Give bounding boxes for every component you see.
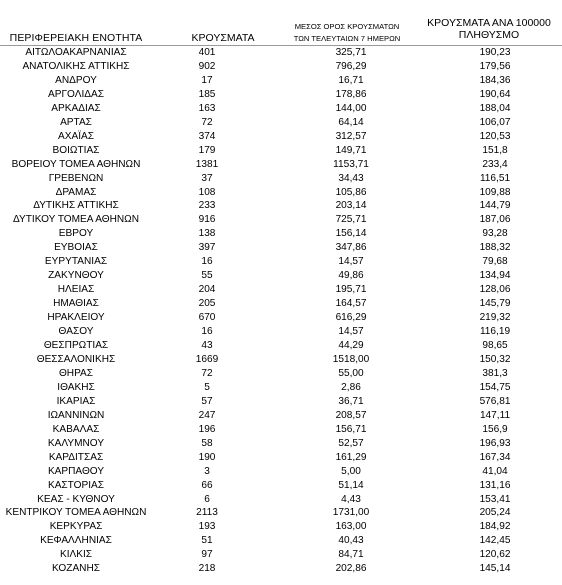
cell-7day-average: 164,57 (335, 298, 367, 310)
cell-cases-per-100k: 128,06 (479, 284, 511, 296)
cell-regional-unit: ΑΙΤΩΛΟΑΚΑΡΝΑΝΙΑΣ (25, 47, 127, 58)
cell-regional-unit: ΙΚΑΡΙΑΣ (56, 395, 96, 407)
cell-regional-unit: ΙΩΑΝΝΙΝΩΝ (47, 409, 105, 421)
table-row (0, 381, 562, 395)
cell-7day-average: 208,57 (335, 409, 367, 421)
cell-cases: 72 (201, 367, 213, 379)
table-row (0, 60, 562, 74)
cell-regional-unit: ΑΝΔΡΟΥ (55, 74, 97, 86)
cell-regional-unit: ΑΡΚΑΔΙΑΣ (51, 102, 101, 114)
table-row (0, 339, 562, 353)
cell-cases-per-100k: 145,14 (479, 563, 511, 575)
cell-7day-average: 195,71 (335, 284, 367, 296)
cell-cases-per-100k: 576,81 (479, 395, 511, 407)
table-row (0, 395, 562, 409)
cell-cases-per-100k: 167,34 (479, 451, 511, 463)
table-row (0, 102, 562, 116)
cell-cases: 185 (198, 88, 216, 100)
column-header-regional-unit: ΠΕΡΙΦΕΡΕΙΑΚΗ ΕΝΟΤΗΤΑ (9, 32, 143, 44)
cell-regional-unit: ΘΕΣΠΡΩΤΙΑΣ (43, 340, 109, 352)
cell-cases-per-100k: 156,9 (482, 423, 508, 435)
cell-cases-per-100k: 179,56 (479, 60, 511, 72)
table-row (0, 130, 562, 144)
cell-regional-unit: ΔΡΑΜΑΣ (55, 186, 97, 198)
cell-cases: 401 (198, 47, 216, 58)
cell-cases-per-100k: 151,8 (482, 144, 508, 156)
cell-7day-average: 163,00 (335, 521, 367, 533)
table-row (0, 562, 562, 576)
cell-cases-per-100k: 154,75 (479, 381, 511, 393)
table-row (0, 186, 562, 200)
table-row (0, 172, 562, 186)
table-row (0, 269, 562, 283)
cell-7day-average: 2,86 (341, 381, 361, 393)
cell-cases-per-100k: 109,88 (479, 186, 511, 198)
cell-cases-per-100k: 381,3 (482, 367, 508, 379)
cell-regional-unit: ΚΑΡΔΙΤΣΑΣ (48, 451, 104, 463)
cell-cases-per-100k: 190,23 (479, 47, 511, 58)
cell-7day-average: 14,57 (338, 326, 364, 338)
cell-cases-per-100k: 134,94 (479, 270, 511, 282)
cell-regional-unit: ΚΕΡΚΥΡΑΣ (49, 521, 103, 533)
cell-cases-per-100k: 131,16 (479, 479, 511, 491)
cell-cases: 670 (198, 312, 216, 324)
cell-cases: 43 (201, 340, 213, 352)
cell-regional-unit: ΑΧΑΪΑΣ (58, 130, 94, 142)
cell-cases: 247 (198, 409, 216, 421)
cell-cases: 17 (201, 74, 213, 86)
table-row (0, 423, 562, 437)
cell-cases: 66 (201, 479, 213, 491)
cell-cases: 55 (201, 270, 213, 282)
table-row (0, 451, 562, 465)
cell-cases: 58 (201, 437, 213, 449)
cell-cases-per-100k: 116,51 (479, 172, 511, 184)
cell-regional-unit: ΔΥΤΙΚΗΣ ΑΤΤΙΚΗΣ (33, 200, 119, 212)
cell-7day-average: 325,71 (335, 47, 367, 58)
cell-regional-unit: ΕΥΡΥΤΑΝΙΑΣ (44, 256, 108, 268)
table-row (0, 88, 562, 102)
table-row (0, 409, 562, 423)
cell-7day-average: 105,86 (335, 186, 367, 198)
cell-7day-average: 84,71 (338, 549, 364, 561)
cell-cases-per-100k: 142,45 (479, 535, 511, 547)
cell-cases: 397 (198, 242, 216, 254)
table-row (0, 46, 562, 60)
cell-cases-per-100k: 93,28 (482, 228, 508, 240)
cell-regional-unit: ΘΕΣΣΑΛΟΝΙΚΗΣ (36, 353, 116, 365)
cell-cases: 16 (201, 256, 213, 268)
table-row (0, 199, 562, 213)
table-row (0, 74, 562, 88)
cases-table (0, 46, 562, 576)
cell-7day-average: 312,57 (335, 130, 367, 142)
cell-7day-average: 49,86 (338, 270, 364, 282)
cell-cases: 218 (198, 563, 216, 575)
table-row (0, 241, 562, 255)
cell-cases-per-100k: 144,79 (479, 200, 511, 212)
cell-7day-average: 40,43 (338, 535, 364, 547)
table-row (0, 353, 562, 367)
cell-cases-per-100k: 184,92 (479, 521, 511, 533)
cell-regional-unit: ΕΒΡΟΥ (58, 228, 94, 240)
cell-regional-unit: ΑΡΓΟΛΙΔΑΣ (48, 88, 104, 100)
cell-regional-unit: ΚΟΖΑΝΗΣ (52, 563, 100, 575)
cell-7day-average: 161,29 (335, 451, 367, 463)
cell-cases: 190 (198, 451, 216, 463)
table-row (0, 367, 562, 381)
table-row (0, 493, 562, 507)
cell-regional-unit: ΒΟΙΩΤΙΑΣ (52, 144, 100, 156)
cell-cases-per-100k: 188,32 (479, 242, 511, 254)
cell-cases-per-100k: 190,64 (479, 88, 511, 100)
cell-cases: 205 (198, 298, 216, 310)
cell-cases-per-100k: 188,04 (479, 102, 511, 114)
cell-cases: 37 (201, 172, 213, 184)
cell-cases-per-100k: 106,07 (479, 116, 511, 128)
table-row (0, 144, 562, 158)
table-row (0, 534, 562, 548)
cell-cases-per-100k: 116,19 (479, 326, 511, 338)
cell-7day-average: 4,43 (341, 493, 361, 505)
cell-cases-per-100k: 120,62 (479, 549, 511, 561)
cell-cases: 51 (201, 535, 213, 547)
table-row (0, 283, 562, 297)
cell-cases-per-100k: 153,41 (479, 493, 511, 505)
cell-regional-unit: ΚΑΣΤΟΡΙΑΣ (47, 479, 105, 491)
cell-cases: 138 (198, 228, 216, 240)
cell-7day-average: 36,71 (338, 395, 364, 407)
cell-cases-per-100k: 233,4 (482, 158, 508, 170)
cell-cases: 163 (198, 102, 216, 114)
cell-7day-average: 16,71 (338, 74, 364, 86)
cell-7day-average: 156,14 (335, 228, 367, 240)
table-row (0, 213, 562, 227)
cell-7day-average: 725,71 (335, 214, 367, 226)
table-row (0, 437, 562, 451)
cell-regional-unit: ΗΛΕΙΑΣ (57, 284, 95, 296)
cell-cases: 233 (198, 200, 216, 212)
cell-regional-unit: ΒΟΡΕΙΟΥ ΤΟΜΕΑ ΑΘΗΝΩΝ (11, 158, 141, 170)
cell-7day-average: 1731,00 (332, 507, 370, 519)
column-header-cases-per-100k: ΚΡΟΥΣΜΑΤΑ ΑΝΑ 100000 ΠΛΗΘΥΣΜΟ (427, 17, 551, 41)
cell-7day-average: 55,00 (338, 367, 364, 379)
cell-7day-average: 5,00 (341, 465, 361, 477)
cell-regional-unit: ΚΙΛΚΙΣ (59, 549, 93, 561)
cell-regional-unit: ΔΥΤΙΚΟΥ ΤΟΜΕΑ ΑΘΗΝΩΝ (13, 214, 139, 226)
table-row (0, 465, 562, 479)
cell-regional-unit: ΚΑΒΑΛΑΣ (52, 423, 100, 435)
cell-7day-average: 144,00 (335, 102, 367, 114)
cell-cases: 6 (204, 493, 210, 505)
cell-regional-unit: ΘΗΡΑΣ (58, 367, 94, 379)
cell-regional-unit: ΚΑΛΥΜΝΟΥ (47, 437, 105, 449)
cell-regional-unit: ΚΕΑΣ - ΚΥΘΝΟΥ (37, 493, 115, 505)
cell-7day-average: 616,29 (335, 312, 367, 324)
cell-7day-average: 202,86 (335, 563, 367, 575)
cell-7day-average: 14,57 (338, 256, 364, 268)
column-header-7day-average: ΜΕΣΟΣ ΟΡΟΣ ΚΡΟΥΣΜΑΤΩΝ ΤΩΝ ΤΕΛΕΥΤΑΙΩΝ 7 ΗΜΕΡΩΝ (293, 22, 401, 43)
cell-regional-unit: ΚΕΝΤΡΙΚΟΥ ΤΟΜΕΑ ΑΘΗΝΩΝ (5, 507, 147, 519)
cell-regional-unit: ΚΕΦΑΛΛΗΝΙΑΣ (40, 535, 112, 547)
cell-regional-unit: ΑΝΑΤΟΛΙΚΗΣ ΑΤΤΙΚΗΣ (22, 60, 130, 72)
cell-7day-average: 52,57 (338, 437, 364, 449)
cell-cases: 916 (198, 214, 216, 226)
cell-cases: 97 (201, 549, 213, 561)
table-row (0, 506, 562, 520)
table-row (0, 548, 562, 562)
cell-7day-average: 347,86 (335, 242, 367, 254)
cell-regional-unit: ΕΥΒΟΙΑΣ (54, 242, 98, 254)
cell-cases: 193 (198, 521, 216, 533)
cell-7day-average: 796,29 (335, 60, 367, 72)
table-row (0, 227, 562, 241)
table-row (0, 325, 562, 339)
table-row (0, 158, 562, 172)
cell-regional-unit: ΗΡΑΚΛΕΙΟΥ (47, 312, 105, 324)
cell-cases-per-100k: 147,11 (479, 409, 511, 421)
cell-regional-unit: ΖΑΚΥΝΘΟΥ (48, 270, 104, 282)
cell-regional-unit: ΚΑΡΠΑΘΟΥ (47, 465, 105, 477)
cell-7day-average: 203,14 (335, 200, 367, 212)
cell-7day-average: 149,71 (335, 144, 367, 156)
table-row (0, 520, 562, 534)
table-row (0, 297, 562, 311)
cell-regional-unit: ΓΡΕΒΕΝΩΝ (48, 172, 104, 184)
cell-cases-per-100k: 184,36 (479, 74, 511, 86)
table-row (0, 116, 562, 130)
table-row (0, 255, 562, 269)
cell-cases: 2113 (196, 507, 218, 519)
cell-cases: 1669 (195, 353, 219, 365)
cell-cases-per-100k: 145,79 (479, 298, 511, 310)
cell-cases: 108 (198, 186, 216, 198)
table-header (0, 0, 562, 46)
table-body (0, 46, 562, 576)
cell-cases: 204 (198, 284, 216, 296)
cell-cases: 5 (204, 381, 210, 393)
cell-7day-average: 64,14 (338, 116, 364, 128)
cell-cases-per-100k: 120,53 (479, 130, 511, 142)
cell-cases: 3 (204, 465, 210, 477)
table-row (0, 479, 562, 493)
cell-7day-average: 178,86 (335, 88, 367, 100)
cell-7day-average: 44,29 (338, 340, 364, 352)
cell-cases-per-100k: 79,68 (482, 256, 508, 268)
cell-7day-average: 156,71 (335, 423, 367, 435)
cell-cases-per-100k: 41,04 (482, 465, 508, 477)
table-row (0, 311, 562, 325)
cell-cases: 16 (201, 326, 213, 338)
column-header-cases: ΚΡΟΥΣΜΑΤΑ (191, 32, 255, 44)
cell-regional-unit: ΙΘΑΚΗΣ (57, 381, 95, 393)
cell-regional-unit: ΑΡΤΑΣ (60, 116, 92, 128)
cell-regional-unit: ΘΑΣΟΥ (58, 326, 94, 338)
cell-cases: 196 (198, 423, 216, 435)
cell-cases: 902 (198, 60, 216, 72)
cell-7day-average: 34,43 (338, 172, 364, 184)
cell-cases: 374 (198, 130, 216, 142)
cell-cases-per-100k: 98,65 (482, 340, 508, 352)
cell-cases-per-100k: 205,24 (479, 507, 511, 519)
cell-7day-average: 1153,71 (333, 158, 369, 170)
cell-cases: 179 (198, 144, 216, 156)
cell-cases: 72 (201, 116, 213, 128)
cell-cases-per-100k: 150,32 (479, 353, 511, 365)
cell-cases-per-100k: 187,06 (479, 214, 511, 226)
cell-cases: 57 (201, 395, 213, 407)
cell-cases: 1381 (195, 158, 219, 170)
cell-7day-average: 1518,00 (332, 353, 370, 365)
cell-regional-unit: ΗΜΑΘΙΑΣ (53, 298, 99, 310)
cell-cases-per-100k: 196,93 (479, 437, 511, 449)
cell-7day-average: 51,14 (338, 479, 364, 491)
cell-cases-per-100k: 219,32 (479, 312, 511, 324)
